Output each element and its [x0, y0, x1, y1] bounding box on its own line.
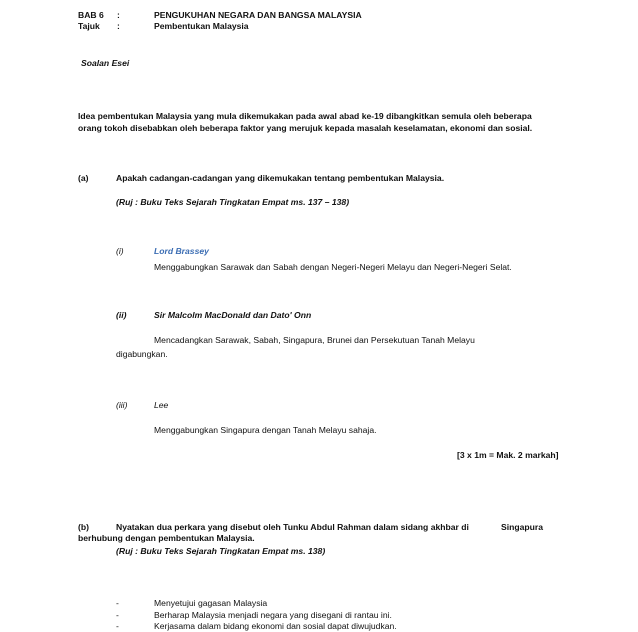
tajuk-label: Tajuk: [78, 21, 100, 31]
intro-line-1: Idea pembentukan Malaysia yang mula dikemukakan pada awal abad ke-19 dibangkitkan semula oleh beberapa: [78, 111, 532, 121]
bab-title: PENGUKUHAN NEGARA DAN BANGSA MALAYSIA: [154, 10, 362, 20]
bullet-text: Menyetujui gagasan Malaysia: [154, 598, 268, 608]
bullet-dash: -: [116, 621, 119, 631]
item-number: (iii): [116, 400, 128, 410]
item-name: Lord Brassey: [154, 246, 209, 256]
item-description: Mencadangkan Sarawak, Sabah, Singapura, Brunei dan Persekutuan Tanah Melayu: [154, 335, 475, 345]
item-description-continued: digabungkan.: [116, 349, 168, 359]
bab-colon: :: [117, 10, 120, 20]
question-b-text-end: Singapura: [501, 522, 544, 532]
tajuk-colon: :: [117, 21, 120, 31]
question-a-label: (a): [78, 173, 89, 183]
item-description: Menggabungkan Sarawak dan Sabah dengan Negeri-Negeri Melayu dan Negeri-Negeri Selat.: [154, 262, 512, 272]
question-a-text: Apakah cadangan-cadangan yang dikemukakan tentang pembentukan Malaysia.: [116, 173, 445, 183]
bullet-dash: -: [116, 598, 119, 608]
bab-label: BAB 6: [78, 10, 104, 20]
section-label: Soalan Esei: [81, 58, 130, 68]
bullet-text: Berharap Malaysia menjadi negara yang disegani di rantau ini.: [154, 610, 392, 620]
question-b-text: Nyatakan dua perkara yang disebut oleh Tunku Abdul Rahman dalam sidang akhbar di: [116, 522, 469, 532]
question-b-reference: (Ruj : Buku Teks Sejarah Tingkatan Empat ms. 138): [116, 546, 326, 556]
item-number: (ii): [116, 310, 127, 320]
question-b-label: (b): [78, 522, 89, 532]
item-name: Lee: [154, 400, 169, 410]
tajuk-title: Pembentukan Malaysia: [154, 21, 249, 31]
question-a-reference: (Ruj : Buku Teks Sejarah Tingkatan Empat ms. 137 – 138): [116, 197, 350, 207]
item-name: Sir Malcolm MacDonald dan Dato' Onn: [154, 310, 312, 320]
bullet-dash: -: [116, 610, 119, 620]
marks-allocation: [3 x 1m = Mak. 2 markah]: [457, 450, 559, 460]
intro-line-2: orang tokoh disebabkan oleh beberapa faktor yang merujuk kepada masalah keselamatan, ekonomi dan sosial.: [78, 123, 533, 133]
bullet-text: Kerjasama dalam bidang ekonomi dan sosial dapat diwujudkan.: [154, 621, 397, 631]
item-number: (i): [116, 246, 124, 256]
item-description: Menggabungkan Singapura dengan Tanah Melayu sahaja.: [154, 425, 377, 435]
question-b-text-line-2: berhubung dengan pembentukan Malaysia.: [78, 533, 255, 543]
